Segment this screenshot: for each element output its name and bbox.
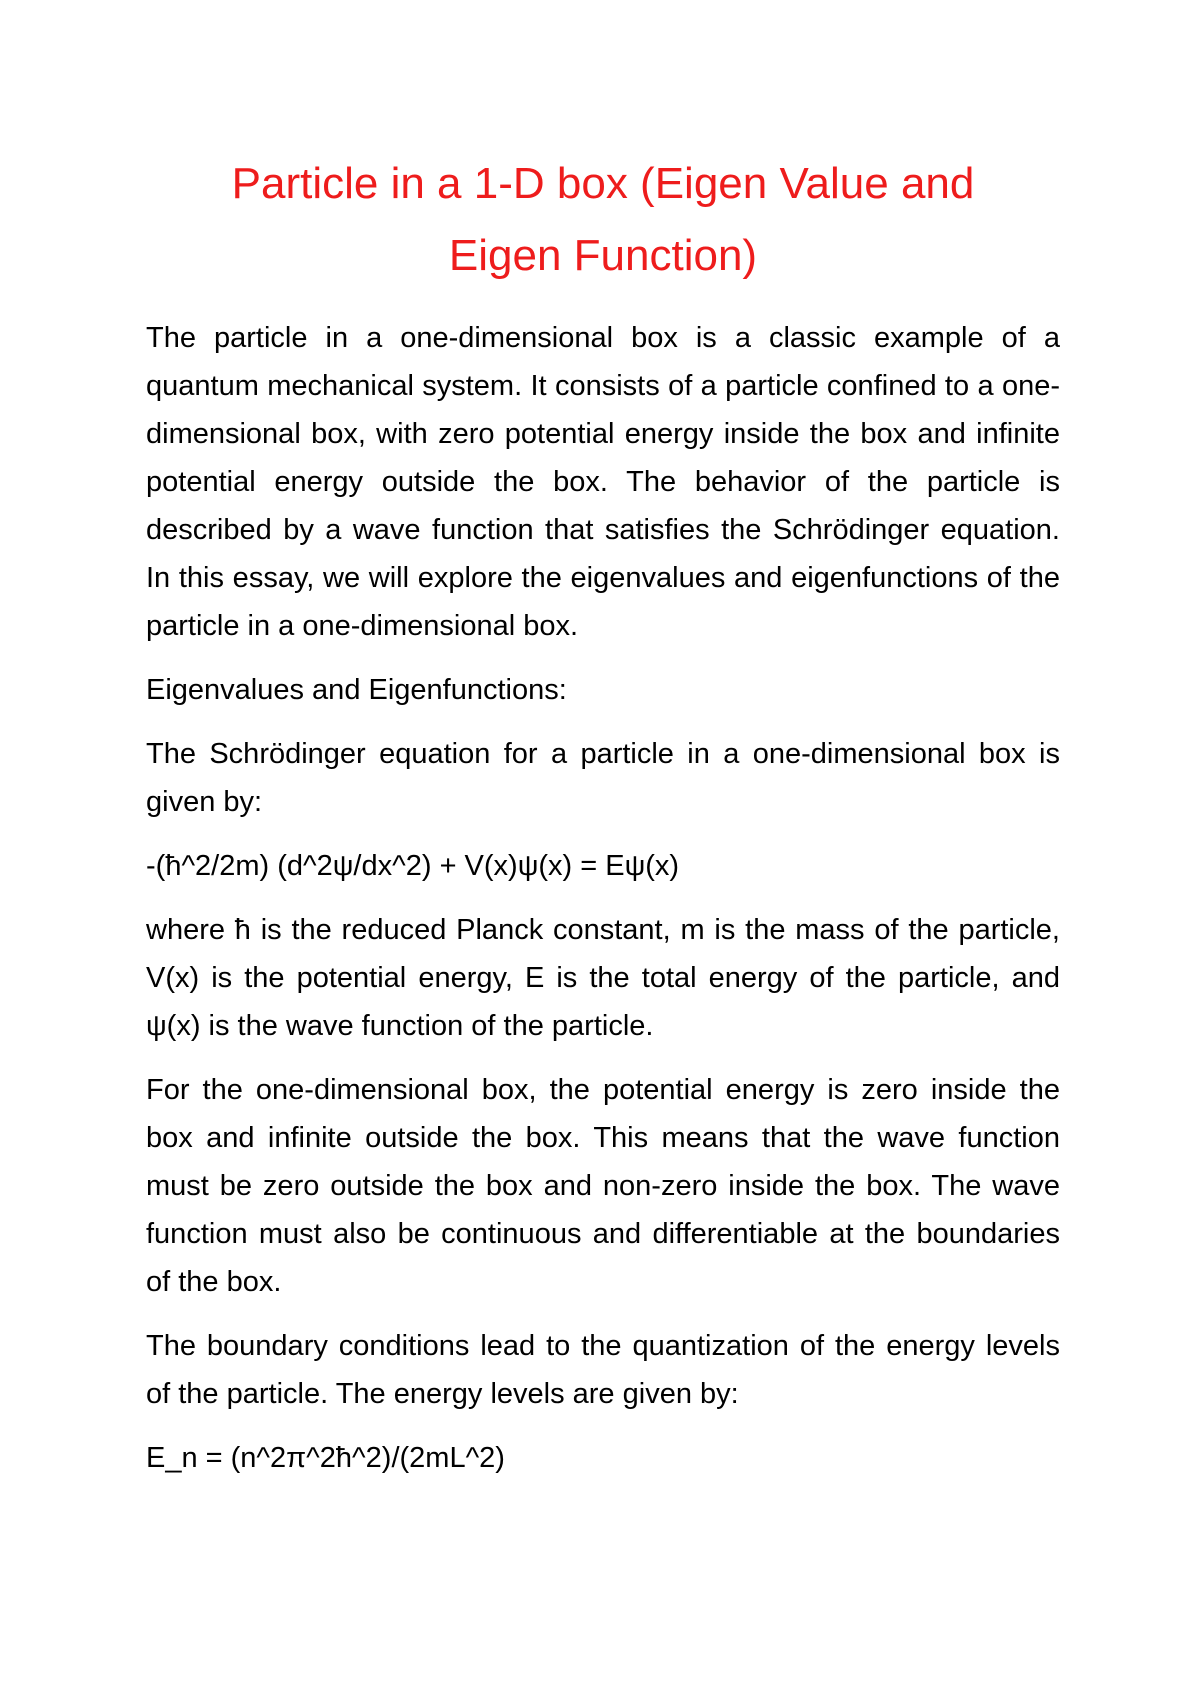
intro-paragraph: The particle in a one-dimensional box is a classic example of a quantum mechanical system. It consists of a particle confined to a one-dimensional box, with zero potential energy inside the box and infinite potential energy outside the box. The behavior of the particle is described by a wave function that satisfies the Schrödinger equation. In this essay, we will explore the eigenvalues and eigenfunctions of the particle in a one-dimensional box. xyxy=(146,322,1060,642)
boundary-paragraph: For the one-dimensional box, the potential energy is zero inside the box and infinite outside the box. This means that the wave function must be zero outside the box and non-zero inside the box. The wave function must also be continuous and differentiable at the boundaries of the box. xyxy=(146,1074,1060,1298)
document-content xyxy=(146,148,1060,1498)
title-line-1: Particle in a 1-D box (Eigen Value and xyxy=(231,159,975,208)
section-heading: Eigenvalues and Eigenfunctions: xyxy=(146,674,567,706)
symbol-definitions-paragraph: where ħ is the reduced Planck constant, m is the mass of the particle, V(x) is the potential energy, E is the total energy of the particle, and ψ(x) is the wave function of the particle. xyxy=(146,914,1060,1042)
document-title xyxy=(146,148,1060,292)
energy-equation: E_n = (n^2π^2ħ^2)/(2mL^2) xyxy=(146,1442,505,1474)
schrodinger-equation: -(ħ^2/2m) (d^2ψ/dx^2) + V(x)ψ(x) = Eψ(x) xyxy=(146,850,680,882)
quantization-paragraph: The boundary conditions lead to the quantization of the energy levels of the particle. The energy levels are given by: xyxy=(146,1330,1060,1410)
title-line-2: Eigen Function) xyxy=(448,231,758,280)
schrodinger-intro-paragraph: The Schrödinger equation for a particle in a one-dimensional box is given by: xyxy=(146,738,1060,818)
